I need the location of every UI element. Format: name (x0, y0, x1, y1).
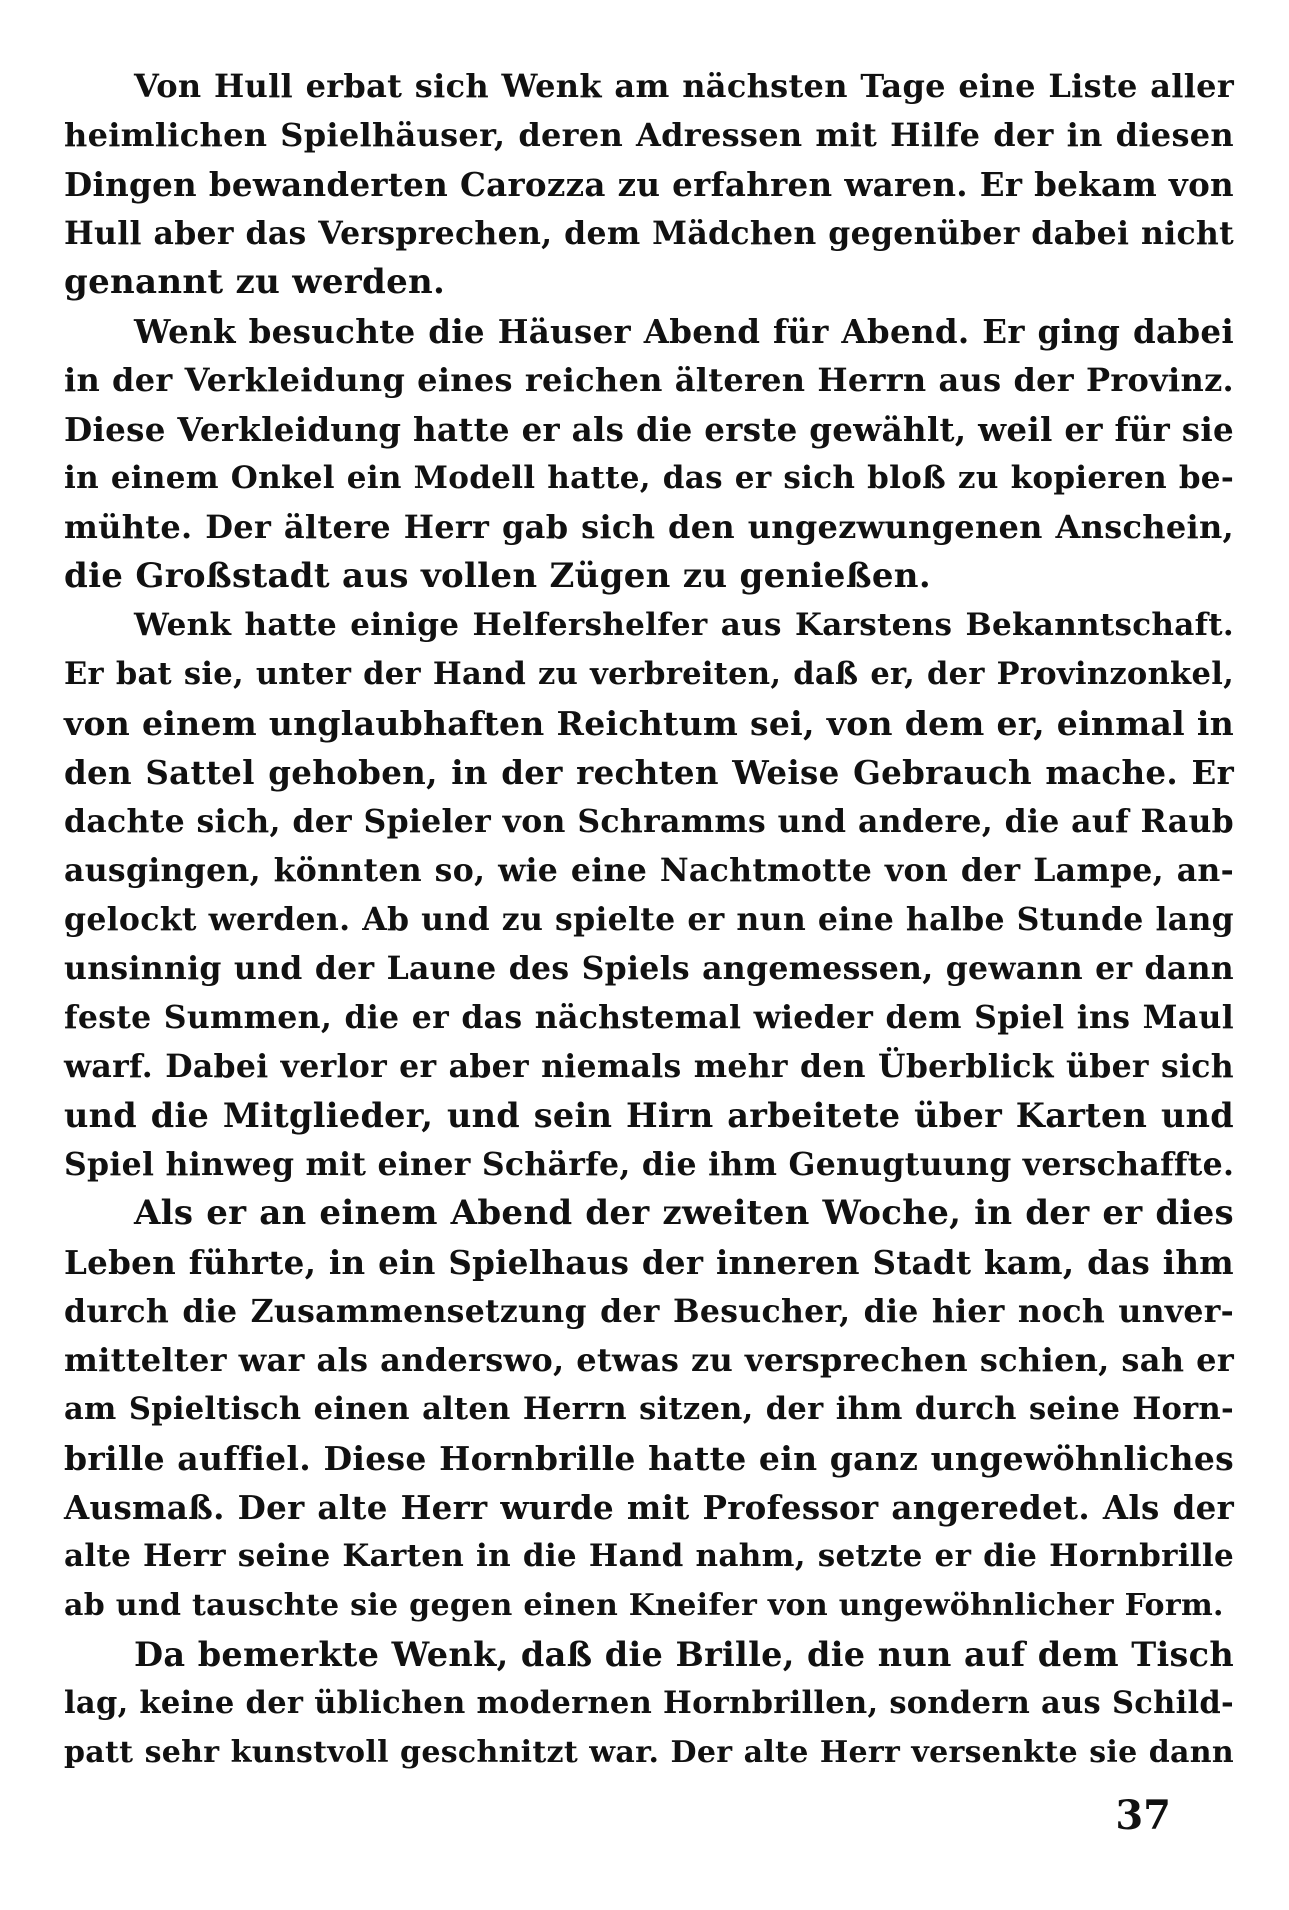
text-line: in einem Onkel ein Modell hatte, das er sich bloß zu kopieren be- (64, 460, 1234, 496)
text-line: warf. Dabei verlor er aber niemals mehr den Überblick über sich (64, 1048, 1234, 1085)
text-line: feste Summen, die er das nächstemal wieder dem Spiel ins Maul (64, 999, 1234, 1036)
text-line: Als er an einem Abend der zweiten Woche, in der er dies (134, 1193, 1234, 1233)
text-line: brille auffiel. Diese Hornbrille hatte ein ganz ungewöhnliches (64, 1439, 1234, 1478)
text-line: Von Hull erbat sich Wenk am nächsten Tage eine Liste aller (134, 67, 1234, 105)
text-line: Diese Verkleidung hatte er als die erste gewählt, weil er für sie (64, 410, 1234, 449)
body-text (64, 62, 1234, 1777)
text-line: Hull aber das Versprechen, dem Mädchen gegenüber dabei nicht (64, 215, 1234, 252)
text-line: Da bemerkte Wenk, daß die Brille, die nun auf dem Tisch (134, 1635, 1234, 1674)
text-line: den Sattel gehoben, in der rechten Weise Gebrauch mache. Er (64, 753, 1234, 792)
text-line: alte Herr seine Karten in die Hand nahm, setzte er die Hornbrille (64, 1538, 1234, 1574)
text-line: Dingen bewanderten Carozza zu erfahren waren. Er bekam von (64, 165, 1234, 204)
text-line: von einem unglaubhaften Reichtum sei, von dem er, einmal in (64, 704, 1234, 743)
text-line: mittelter war als anderswo, etwas zu versprechen schien, sah er (64, 1341, 1234, 1379)
text-line: die Großstadt aus vollen Zügen zu genießen. (64, 556, 931, 596)
text-line: Er bat sie, unter der Hand zu verbreiten, daß er, der Provinzonkel, (64, 656, 1234, 692)
text-line: ab und tauschte sie gegen einen Kneifer von ungewöhnlicher Form. (64, 1588, 1224, 1623)
text-line: mühte. Der ältere Herr gab sich den ungezwungenen Anschein, (64, 508, 1234, 546)
text-line: in der Verkleidung eines reichen älteren Herrn aus der Provinz. (64, 361, 1234, 399)
text-line: unsinnig und der Laune des Spiels angemessen, gewann er dann (64, 950, 1234, 987)
text-line: Leben führte, in ein Spielhaus der inneren Stadt kam, das ihm (64, 1243, 1234, 1282)
text-line: lag, keine der üblichen modernen Hornbrillen, sondern aus Schild- (64, 1685, 1234, 1721)
text-line: Wenk hatte einige Helfershelfer aus Karstens Bekanntschaft. (134, 607, 1234, 643)
text-line: und die Mitglieder, und sein Hirn arbeitete über Karten und (64, 1096, 1234, 1135)
text-line: Ausmaß. Der alte Herr wurde mit Professor angeredet. Als der (64, 1488, 1234, 1527)
text-line: Wenk besuchte die Häuser Abend für Abend. Er ging dabei (134, 312, 1234, 351)
text-line: am Spieltisch einen alten Herrn sitzen, der ihm durch seine Horn- (64, 1391, 1234, 1427)
text-line: ausgingen, könnten so, wie eine Nachtmotte von der Lampe, an- (64, 852, 1234, 889)
page-number: 37 (1115, 1792, 1171, 1839)
text-line: durch die Zusammensetzung der Besucher, die hier noch unver- (64, 1293, 1234, 1330)
text-line: gelockt werden. Ab und zu spielte er nun eine halbe Stunde lang (64, 901, 1234, 938)
text-line: genannt zu werden. (64, 262, 446, 302)
text-line: dachte sich, der Spieler von Schramms und andere, die auf Raub (64, 803, 1234, 840)
text-line: Spiel hinweg mit einer Schärfe, die ihm Genugtuung verschaffte. (64, 1146, 1235, 1183)
text-line: heimlichen Spielhäuser, deren Adressen mit Hilfe der in diesen (64, 116, 1234, 154)
text-line: patt sehr kunstvoll geschnitzt war. Der alte Herr versenkte sie dann (64, 1735, 1234, 1770)
